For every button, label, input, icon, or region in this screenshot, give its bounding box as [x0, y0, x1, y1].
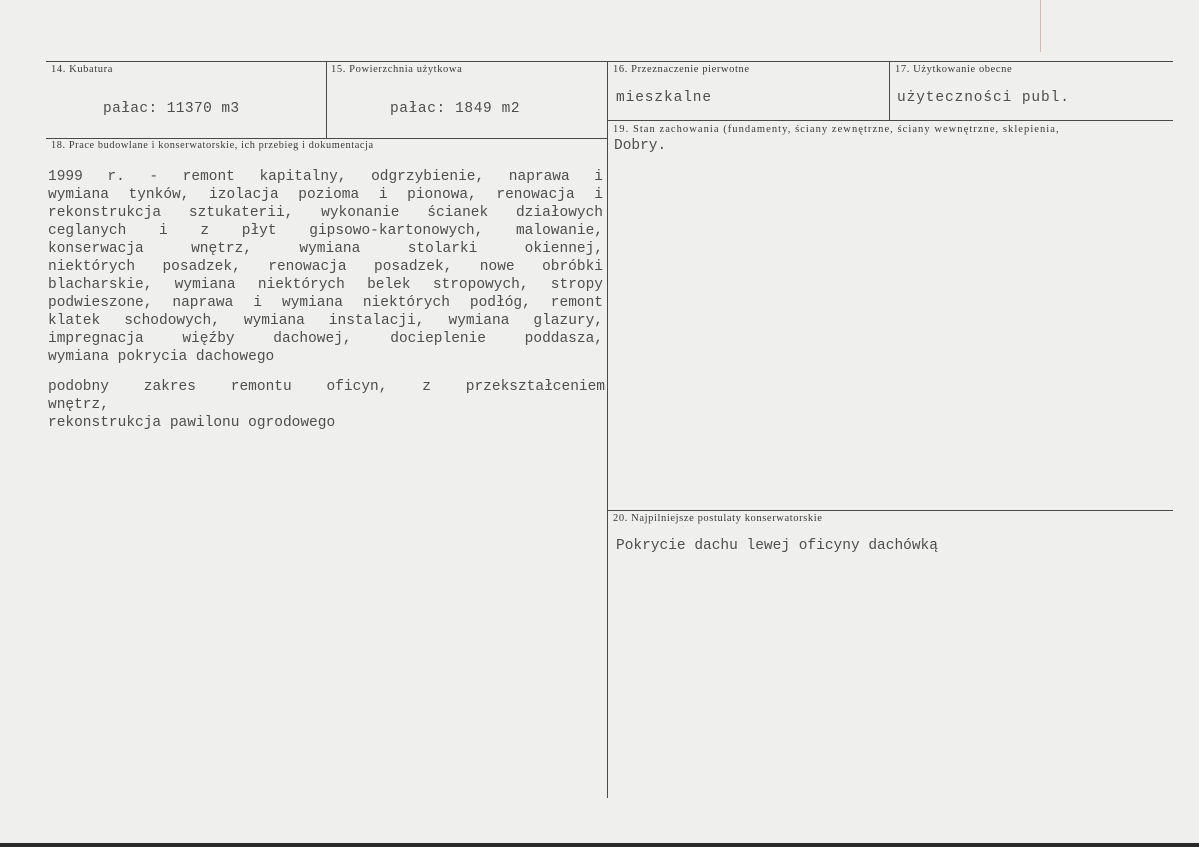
rule-under-14-15 — [46, 138, 608, 139]
field-15-label: 15. Powierzchnia użytkowa — [331, 64, 463, 75]
scan-bottom-edge — [0, 843, 1199, 847]
field-14-label: 14. Kubatura — [51, 64, 114, 75]
field-17-value: użyteczności publ. — [897, 90, 1070, 106]
divider-16-17 — [889, 61, 890, 120]
field-18-line: wymiana pokrycia dachowego — [48, 349, 275, 365]
field-18-line: wymiana tynków, izolacja pozioma i pionowa, renowacja i — [48, 187, 603, 203]
field-18-line: blacharskie, wymiana niektórych belek stropowych, stropy — [48, 277, 603, 293]
field-18-label: 18. Prace budowlane i konserwatorskie, ich przebieg i dokumentacja — [51, 140, 374, 151]
field-19-value: Dobry. — [614, 138, 667, 154]
field-18-line: rekonstrukcja pawilonu ogrodowego — [48, 415, 336, 431]
rule-above-20 — [608, 510, 1173, 511]
field-18-line: klatek schodowych, wymiana instalacji, wymiana glazury, — [48, 313, 603, 329]
field-18-line: ceglanych i z płyt gipsowo-kartonowych, malowanie, — [48, 223, 603, 239]
field-18-line: niektórych posadzek, renowacja posadzek, nowe obróbki — [48, 259, 603, 275]
field-19-label: 19. Stan zachowania (fundamenty, ściany zewnętrzne, ściany wewnętrzne, sklepienia, — [613, 124, 1060, 135]
field-18-line: impregnacja więźby dachowej, docieplenie poddasza, — [48, 331, 603, 347]
scan-mark — [1040, 0, 1041, 52]
field-18-block-1 — [48, 168, 603, 366]
field-15-value: pałac: 1849 m2 — [390, 101, 521, 117]
field-16-value: mieszkalne — [616, 90, 713, 106]
rule-under-16-17 — [608, 120, 1173, 121]
field-20-value: Pokrycie dachu lewej oficyny dachówką — [616, 538, 938, 554]
field-18-line: wnętrz, — [48, 397, 109, 413]
field-18-line: konserwacja wnętrz, wymiana stolarki okiennej, — [48, 241, 603, 257]
field-16-label: 16. Przeznaczenie pierwotne — [613, 64, 750, 75]
top-rule — [46, 61, 1173, 62]
field-20-label: 20. Najpilniejsze postulaty konserwatorskie — [613, 513, 823, 524]
field-17-label: 17. Użytkowanie obecne — [895, 64, 1013, 75]
divider-14-15 — [326, 61, 327, 138]
field-18-line: 1999 r. - remont kapitalny, odgrzybienie, naprawa i — [48, 169, 603, 185]
field-18-block-2 — [48, 378, 605, 432]
center-divider — [607, 61, 608, 798]
field-18-line: podwieszone, naprawa i wymiana niektórych podłóg, remont — [48, 295, 603, 311]
field-18-line: rekonstrukcja sztukaterii, wykonanie ścianek działowych — [48, 205, 603, 221]
field-18-line: podobny zakres remontu oficyn, z przekształceniem — [48, 379, 605, 395]
field-14-value: pałac: 11370 m3 — [103, 101, 240, 117]
